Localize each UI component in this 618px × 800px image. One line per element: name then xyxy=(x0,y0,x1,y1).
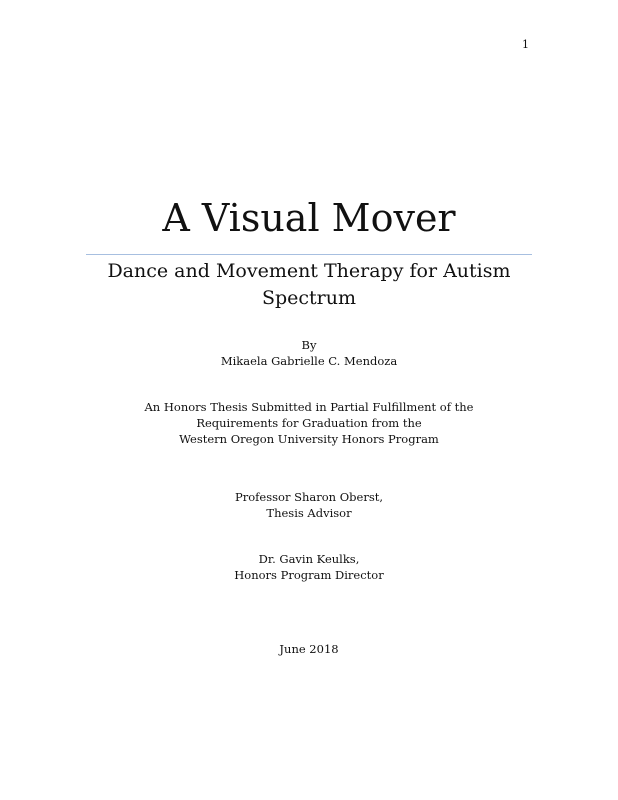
submission-line: Requirements for Graduation from the xyxy=(196,416,422,430)
author-block xyxy=(0,337,618,369)
page-number: 1 xyxy=(522,38,529,51)
subtitle-line: Spectrum xyxy=(261,287,357,309)
advisor-role: Thesis Advisor xyxy=(266,506,352,520)
submission-date: June 2018 xyxy=(279,642,339,656)
title-divider xyxy=(86,254,532,255)
director-block xyxy=(0,551,618,583)
submission-line: An Honors Thesis Submitted in Partial Fulfillment of the xyxy=(144,400,474,414)
submission-line: Western Oregon University Honors Program xyxy=(179,432,439,446)
director-role: Honors Program Director xyxy=(234,568,384,582)
advisor-name: Professor Sharon Oberst, xyxy=(235,490,383,504)
thesis-title: A Visual Mover xyxy=(162,196,456,240)
subtitle-line: Dance and Movement Therapy for Autism xyxy=(107,260,511,282)
by-label: By xyxy=(301,338,317,352)
thesis-subtitle xyxy=(86,258,532,312)
advisor-block xyxy=(0,489,618,521)
submission-statement xyxy=(0,399,618,447)
date-block xyxy=(0,641,618,657)
director-name: Dr. Gavin Keulks, xyxy=(258,552,360,566)
author-name: Mikaela Gabrielle C. Mendoza xyxy=(220,354,398,368)
